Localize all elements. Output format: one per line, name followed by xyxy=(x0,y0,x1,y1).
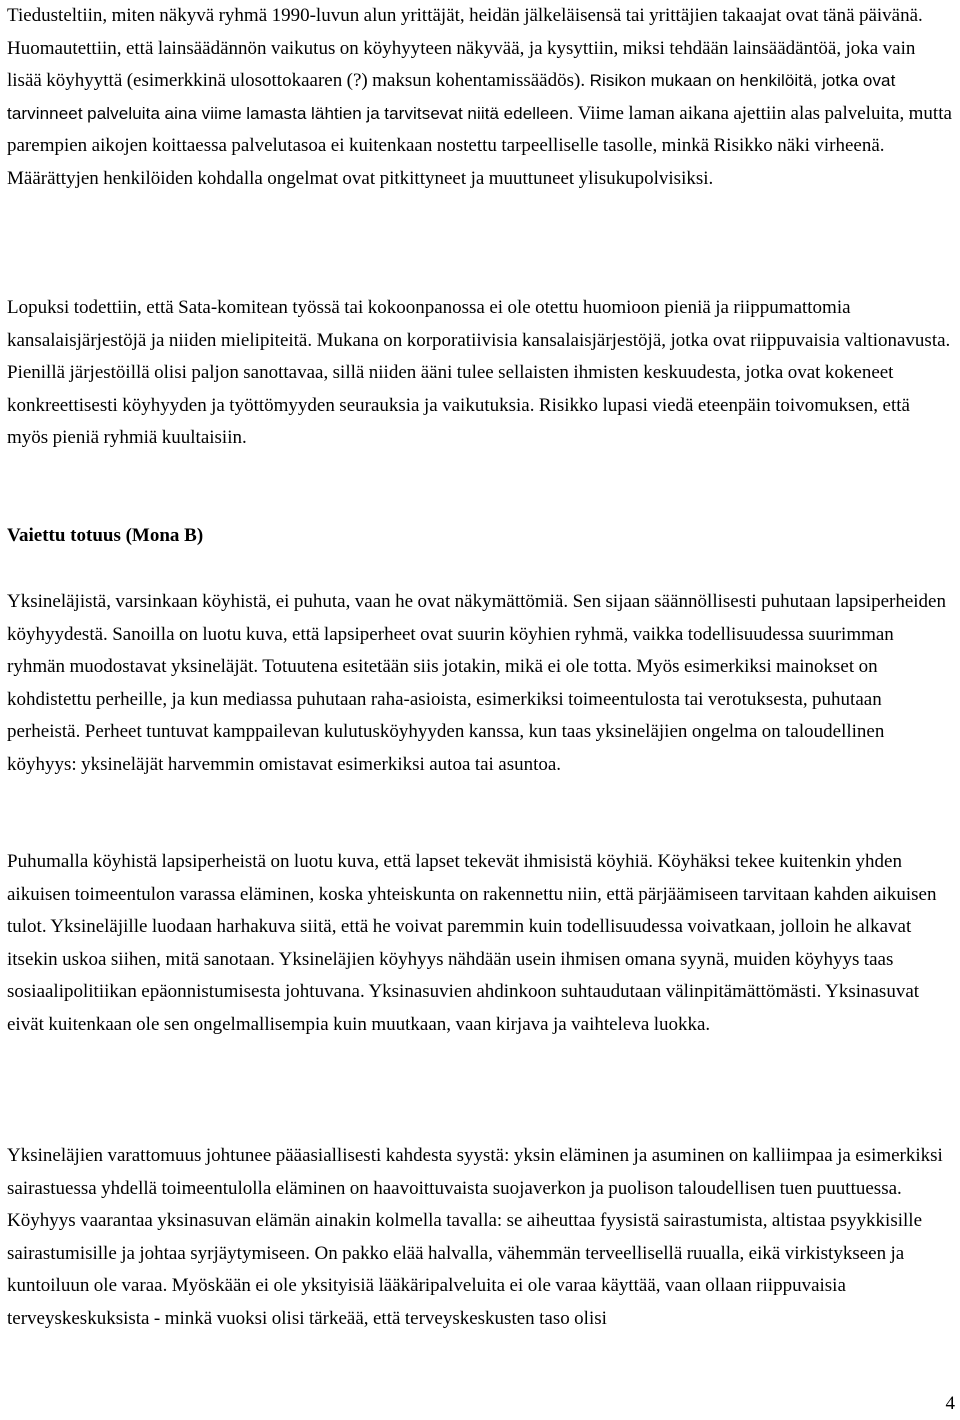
paragraph-5: Yksineläjien varattomuus johtunee pääasiallisesti kahdesta syystä: yksin eläminen ja asuminen on kalliimpaa ja esimerkiksi sairastuessa yhdellä toimeentulolla eläminen on haavoittuvaista suojaverkon ja puolison taloudellisen tuen puuttuessa. Köyhyys vaarantaa yksinasuvan elämän ainakin kolmella tavalla: se aiheuttaa fyysistä sairastumista, altistaa psyykkisille sairastumisille ja johtaa syrjäytymiseen. On pakko elää halvalla, vähemmän terveellisellä ruualla, eikä virkistykseen ja kuntoiluun ole varaa. Myöskään ei ole yksityisiä lääkäripalveluita ei ole varaa käyttää, vaan ollaan riippuvaisia terveyskeskuksista - minkä vuoksi olisi tärkeää, että terveyskeskusten taso olisi xyxy=(7,1145,943,1329)
page-number: 4 xyxy=(945,1393,955,1414)
paragraph-4: Puhumalla köyhistä lapsiperheistä on luotu kuva, että lapset tekevät ihmisistä köyhiä. Köyhäksi tekee kuitenkin yhden aikuisen toimeentulon varassa eläminen, koska yhteiskunta on rakennettu niin, että pärjäämiseen tarvitaan kahden aikuisen tulot. Yksineläjille luodaan harhakuva siitä, että he voivat paremmin kuin todellisuudessa voivatkaan, jolloin he alkavat itsekin uskoa siihen, mitä sanotaan. Yksineläjien köyhyys nähdään usein ihmisen omana syynä, muiden köyhyys taas sosiaalipolitiikan epäonnistumisesta johtuvana. Yksinasuvien ahdinkoon suhtaudutaan välinpitämättömästi. Yksinasuvat eivät kuitenkaan ole sen ongelmallisempia kuin muutkaan, vaan kirjava ja vaihteleva luokka. xyxy=(7,851,937,1035)
paragraph-1 xyxy=(7,0,953,196)
paragraph-2: Lopuksi todettiin, että Sata-komitean työssä tai kokoonpanossa ei ole otettu huomioon pieniä ja riippumattomia kansalaisjärjestöjä ja niiden mielipiteitä. Mukana on korporatiivisia kansalaisjärjestöjä, jotka ovat riippuvaisia valtionavusta. Pienillä järjestöillä olisi paljon sanottavaa, sillä niiden ääni tulee sellaisten ihmisten keskuudesta, jotka ovat kokeneet konkreettisesti köyhyyden ja työttömyyden seurauksia ja vaikutuksia. Risikko lupasi viedä eteenpäin toivomuksen, että myös pieniä ryhmiä kuultaisiin. xyxy=(7,297,951,449)
paragraph-1-part-3: Viime laman aikana ajettiin alas palveluita, mutta parempien aikojen koittaessa palvelutasoa ei kuitenkaan nostettu tarpeelliselle tasolle, minkä Risikko näki virheenä. Määrättyjen henkilöiden kohdalla ongelmat ovat pitkittyneet ja muuttuneet ylisukupolvisiksi. xyxy=(7,102,952,189)
section-heading: Vaiettu totuus (Mona B) xyxy=(7,525,204,546)
paragraph-1-part-2: Risikon mukaan on henkilöitä, jotka ovat tarvinneet palveluita aina viime lamasta lähtien ja tarvitsevat niitä edelleen. xyxy=(7,71,896,123)
paragraph-3: Yksineläjistä, varsinkaan köyhistä, ei puhuta, vaan he ovat näkymättömiä. Sen sijaan säännöllisesti puhutaan lapsiperheiden köyhyydestä. Sanoilla on luotu kuva, että lapsiperheet ovat suurin köyhien ryhmä, vaikka todellisuudessa suurimman ryhmän muodostavat yksineläjät. Totuutena esitetään siis jotakin, mikä ei ole totta. Myös esimerkiksi mainokset on kohdistettu perheille, ja kun mediassa puhutaan raha-asioista, esimerkiksi toimeentulosta tai verotuksesta, puhutaan perheistä. Perheet tuntuvat kamppailevan kulutusköyhyyden kanssa, kun taas yksineläjien ongelma on taloudellinen köyhyys: yksineläjät harvemmin omistavat esimerkiksi autoa tai asuntoa. xyxy=(7,591,946,775)
paragraph-1-part-1: Tiedusteltiin, miten näkyvä ryhmä 1990-luvun alun yrittäjät, heidän jälkeläisensä tai yrittäjien takaajat ovat tänä päivänä. Huomautettiin, että lainsäädännön vaikutus on köyhyyteen näkyvää, ja kysyttiin, miksi tehdään lainsäädäntöä, joka vain lisää köyhyyttä (esimerkkinä ulosottokaaren (?) maksun kohentamissäädös). xyxy=(7,5,923,92)
